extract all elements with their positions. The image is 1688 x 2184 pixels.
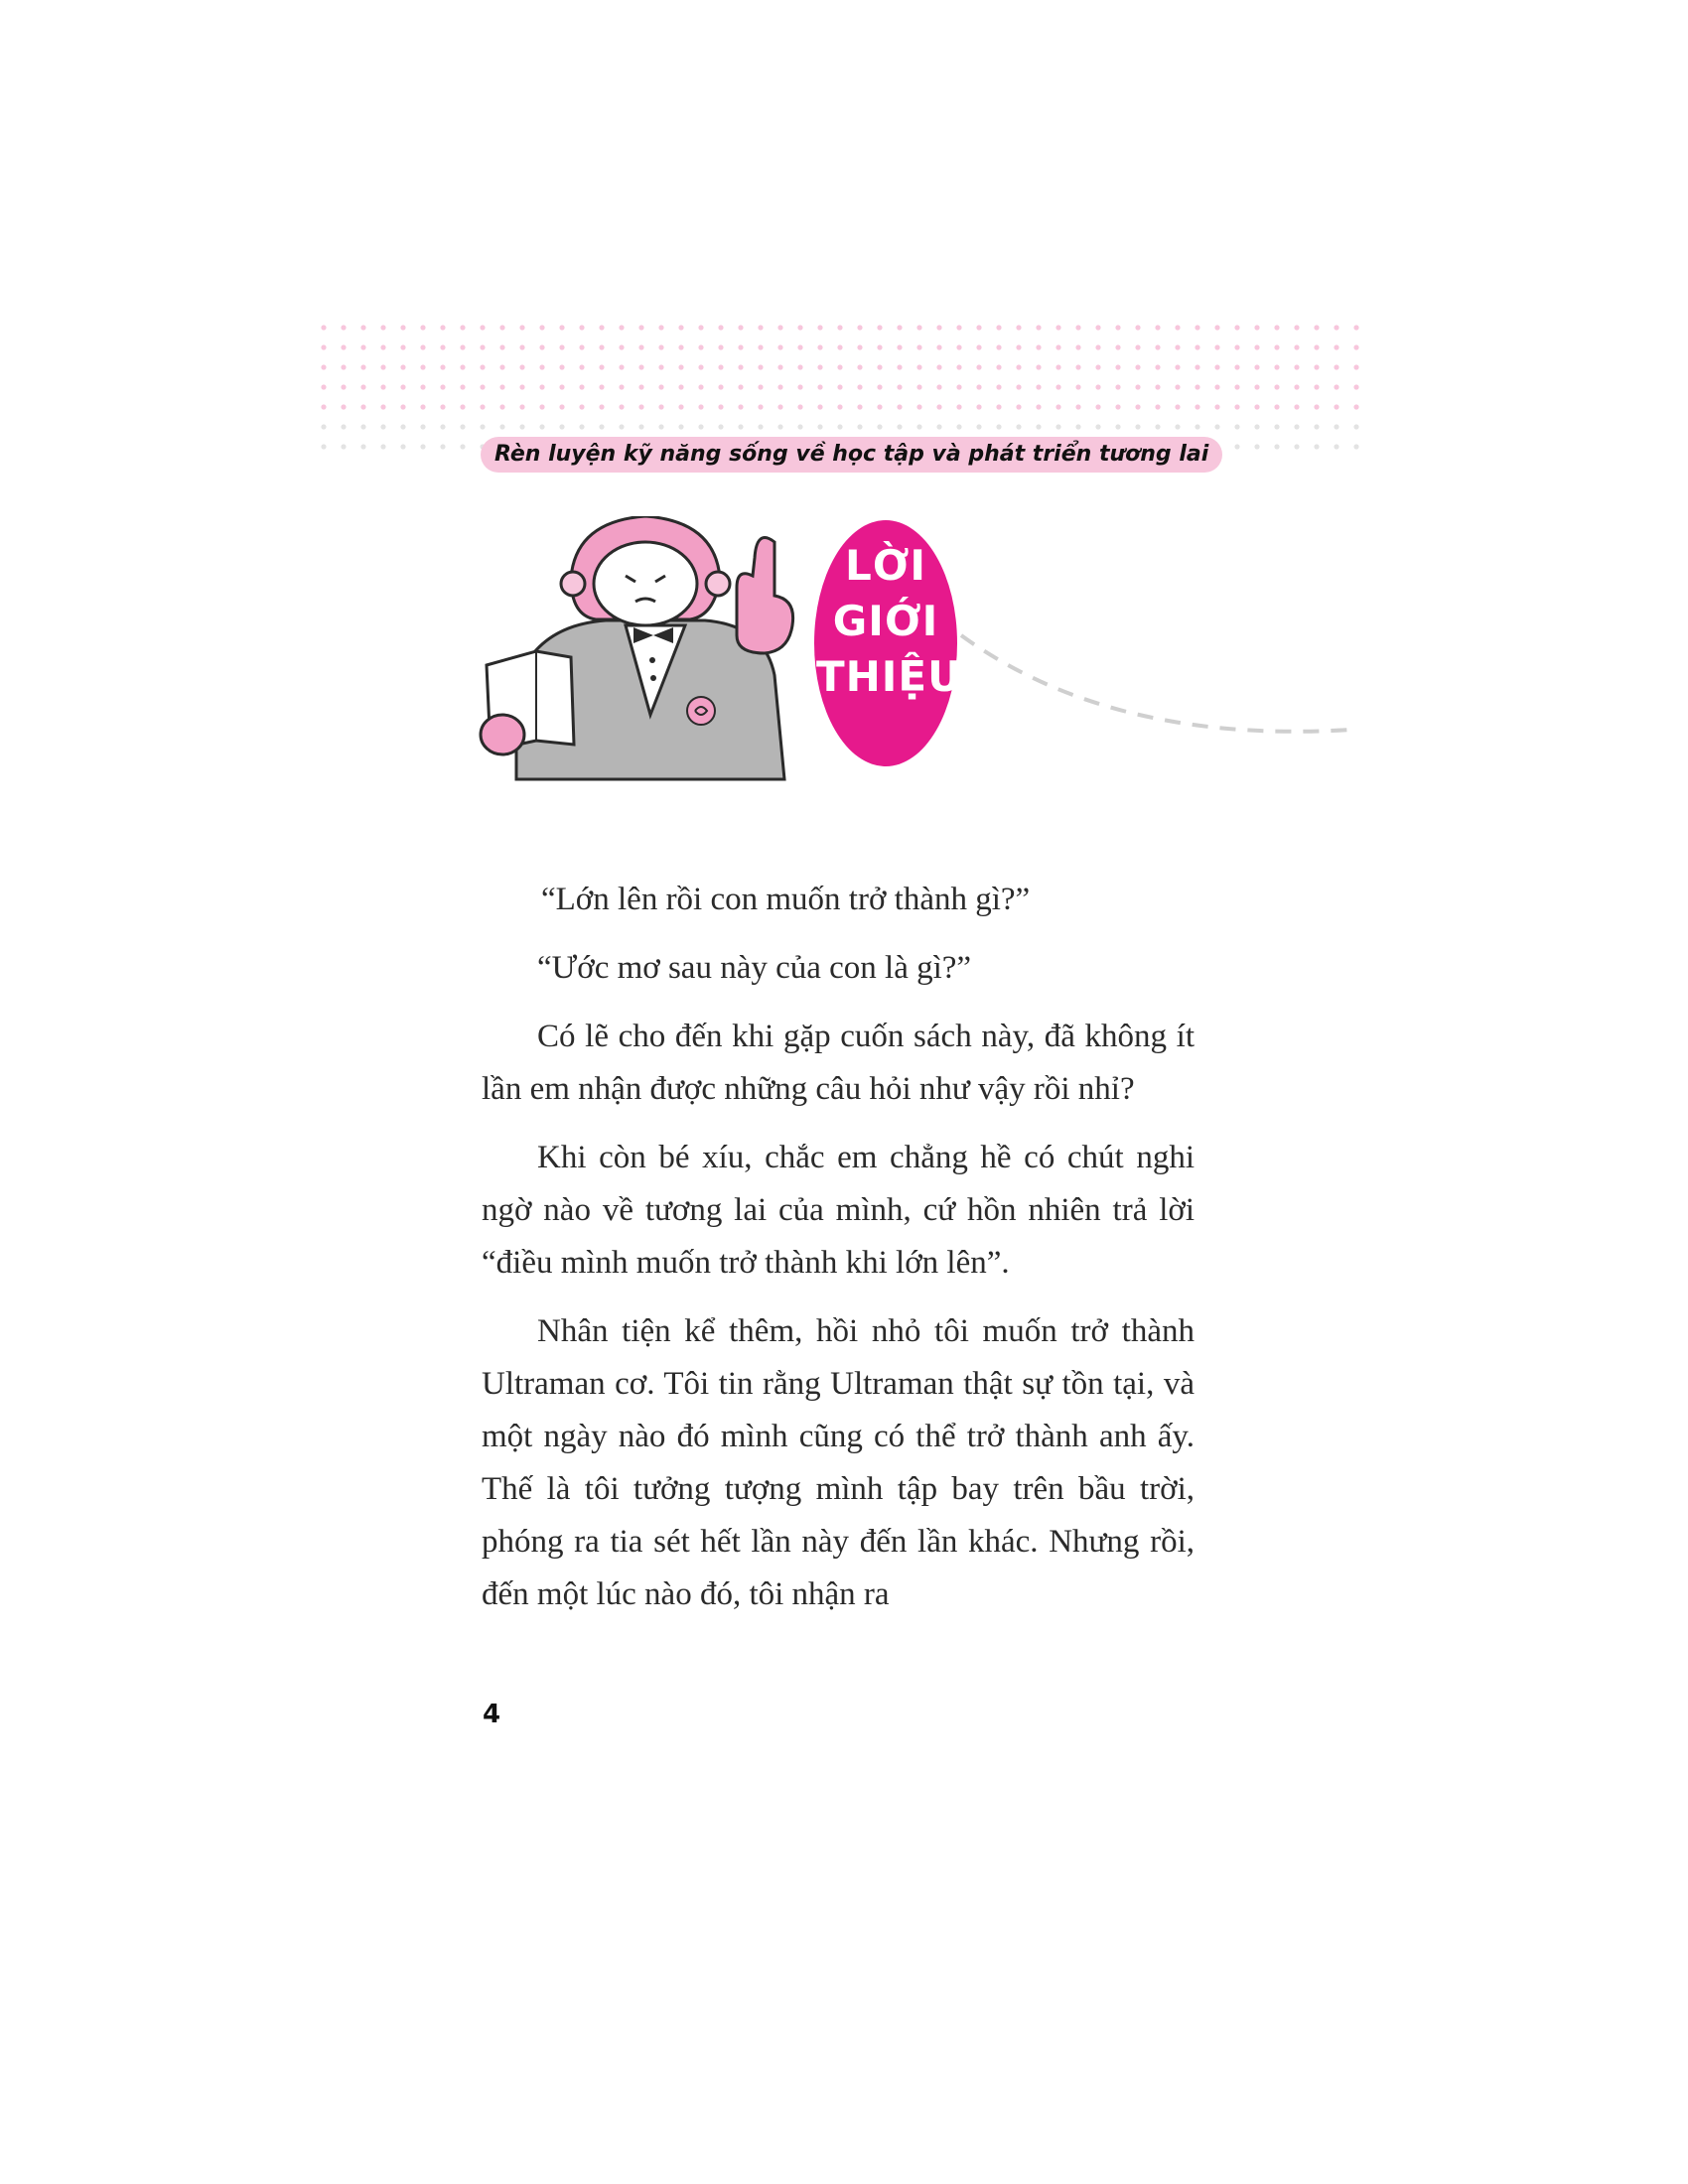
paragraph: “Ước mơ sau này của con là gì?”: [537, 950, 972, 986]
page-number: 4: [483, 1700, 501, 1729]
section-title: [816, 538, 963, 705]
flower-icon: [687, 697, 715, 725]
running-header: Rèn luyện kỹ năng sống về học tập và phát triển tương lai: [481, 437, 1222, 473]
section-title-line: LỜI: [844, 541, 927, 590]
paragraph: “Lớn lên rồi con muốn trở thành gì?”: [541, 882, 1031, 917]
face: [594, 542, 697, 625]
paragraph: Khi còn bé xíu, chắc em chẳng hề có chút nghi ngờ nào về tương lai của mình, cứ hồn nhiên trả lời “điều mình muốn trở thành khi lớn lên”.: [482, 1140, 1195, 1281]
dashed-connector-line: [961, 635, 1350, 732]
pointing-hand: [737, 538, 793, 653]
body-text: [482, 874, 1195, 1637]
paragraph: Có lẽ cho đến khi gặp cuốn sách này, đã không ít lần em nhận được những câu hỏi như vậy rồi nhỉ?: [482, 1019, 1195, 1107]
section-title-line: GIỚI: [832, 597, 939, 645]
paragraph: Nhân tiện kể thêm, hồi nhỏ tôi muốn trở thành Ultraman cơ. Tôi tin rằng Ultraman thật sự tồn tại, và một ngày nào đó mình cũng có thể trở thành anh ấy. Thế là tôi tưởng tượng mình tập bay trên bầu trời, phóng ra tia sét hết lần này đến lần khác. Nhưng rồi, đến một lúc nào đó, tôi nhận ra: [482, 1313, 1195, 1612]
section-title-line: THIỆU: [816, 652, 963, 701]
